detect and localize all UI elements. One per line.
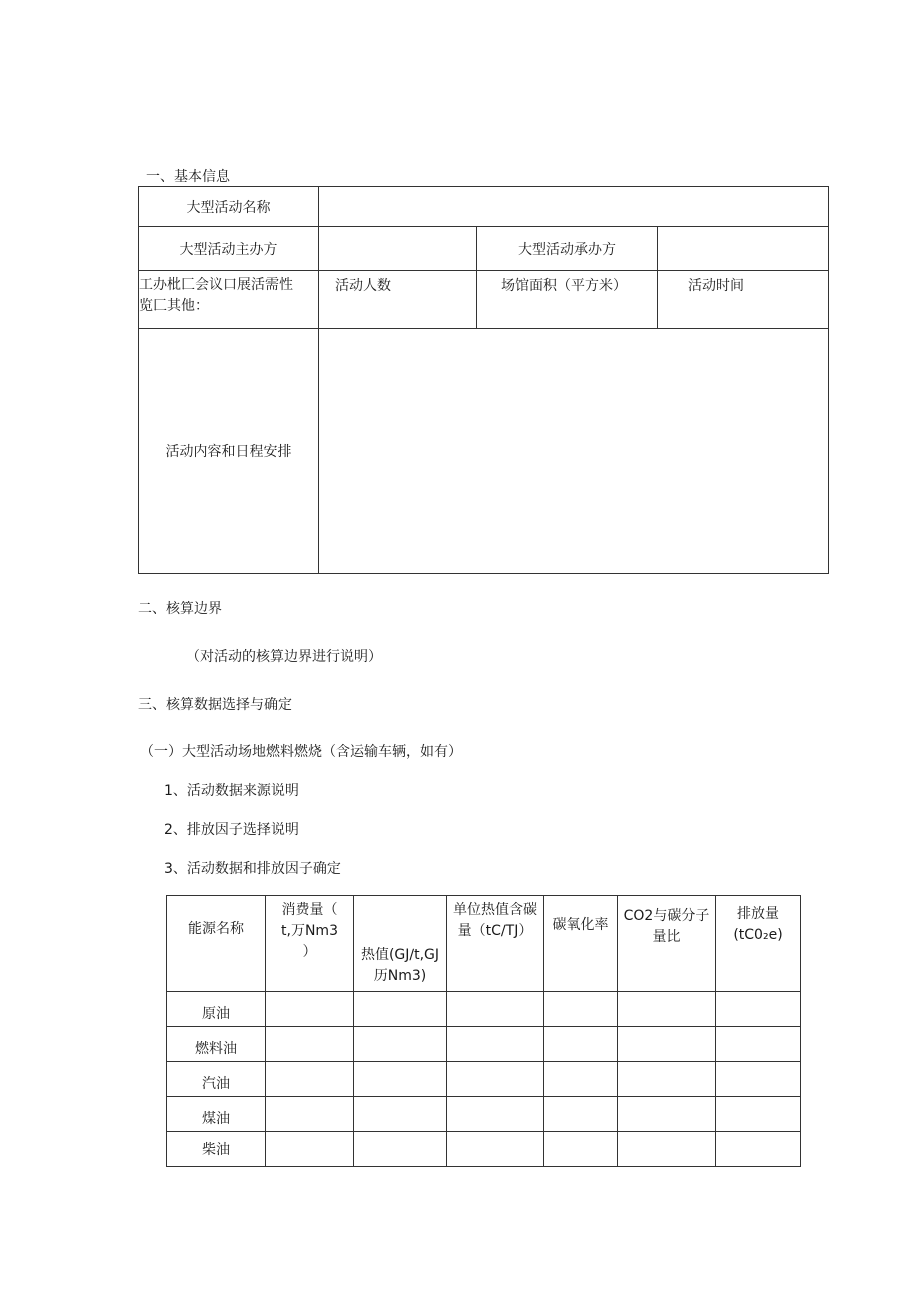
fuel-name: 原油 xyxy=(167,992,266,1027)
header-oxidation-rate: 碳氧化率 xyxy=(544,896,618,992)
table-cell[interactable] xyxy=(716,1062,801,1097)
table-cell[interactable] xyxy=(618,1132,716,1167)
table-cell[interactable] xyxy=(447,992,544,1027)
table-cell[interactable] xyxy=(716,1132,801,1167)
header-consumption-line3: ） xyxy=(302,944,317,960)
organizer-label: 大型活动主办方 xyxy=(139,227,319,271)
table-cell[interactable] xyxy=(618,992,716,1027)
fuel-name: 燃料油 xyxy=(167,1027,266,1062)
table-cell[interactable] xyxy=(354,1062,447,1097)
venue-area-label: 场馆面积（平方米） xyxy=(477,271,658,329)
table-cell[interactable] xyxy=(354,1097,447,1132)
event-type-cell xyxy=(139,271,319,329)
table-cell[interactable] xyxy=(544,1062,618,1097)
table-row xyxy=(167,992,801,1027)
header-carbon-line1: 单位热值含碳 xyxy=(453,902,537,918)
header-heat-line2: 历Nm3) xyxy=(373,968,427,984)
table-cell[interactable] xyxy=(354,992,447,1027)
header-ratio-line1: CO2与碳分子 xyxy=(623,908,710,924)
header-consumption-line2: t,万Nm3 xyxy=(281,923,338,939)
table-cell[interactable] xyxy=(266,1097,354,1132)
header-energy-name: 能源名称 xyxy=(167,896,266,992)
event-time-label: 活动时间 xyxy=(658,271,829,329)
table-cell[interactable] xyxy=(266,992,354,1027)
header-emission xyxy=(716,896,801,992)
header-carbon-line2: 量（tC∕TJ） xyxy=(457,923,533,939)
event-name-value[interactable] xyxy=(319,187,829,227)
table-cell[interactable] xyxy=(354,1027,447,1062)
event-type-label-line2: 览匚其他： xyxy=(139,298,209,314)
fuel-combustion-subheading: （一）大型活动场地燃料燃烧（含运输车辆，如有） xyxy=(140,744,462,760)
header-co2-ratio xyxy=(618,896,716,992)
table-cell[interactable] xyxy=(447,1132,544,1167)
header-heat-value xyxy=(354,896,447,992)
table-cell[interactable] xyxy=(618,1097,716,1132)
fuel-name: 柴油 xyxy=(167,1132,266,1167)
header-emission-line2: (tC0₂e) xyxy=(733,927,783,943)
section2-heading: 二、核算边界 xyxy=(138,601,222,617)
content-schedule-value[interactable] xyxy=(319,329,829,574)
fuel-data-table xyxy=(166,895,801,1167)
table-cell[interactable] xyxy=(544,1027,618,1062)
header-consumption xyxy=(266,896,354,992)
header-heat-line1: 热值(GJ∕t,GJ xyxy=(360,947,440,963)
organizer-value[interactable] xyxy=(319,227,477,271)
contractor-label: 大型活动承办方 xyxy=(477,227,658,271)
event-name-label: 大型活动名称 xyxy=(139,187,319,227)
contractor-value[interactable] xyxy=(658,227,829,271)
table-cell[interactable] xyxy=(716,1097,801,1132)
table-cell[interactable] xyxy=(266,1132,354,1167)
event-type-label-line1: 工办枇匚会议口展活需性 xyxy=(139,277,293,293)
table-row xyxy=(167,1062,801,1097)
table-cell[interactable] xyxy=(447,1062,544,1097)
section3-item-1: 1、活动数据来源说明 xyxy=(164,783,299,799)
table-cell[interactable] xyxy=(618,1062,716,1097)
fuel-name: 汽油 xyxy=(167,1062,266,1097)
table-cell[interactable] xyxy=(544,992,618,1027)
participants-label: 活动人数 xyxy=(319,271,477,329)
content-schedule-label: 活动内容和日程安排 xyxy=(139,329,319,574)
section1-heading: 一、基本信息 xyxy=(146,169,230,185)
table-row xyxy=(167,1027,801,1062)
table-cell[interactable] xyxy=(716,992,801,1027)
table-cell[interactable] xyxy=(447,1027,544,1062)
table-cell[interactable] xyxy=(447,1097,544,1132)
table-cell[interactable] xyxy=(266,1062,354,1097)
fuel-name: 煤油 xyxy=(167,1097,266,1132)
boundary-note: （对活动的核算边界进行说明） xyxy=(186,649,382,665)
table-cell[interactable] xyxy=(716,1027,801,1062)
header-consumption-line1: 消费量（ xyxy=(281,902,338,918)
header-ratio-line2: 量比 xyxy=(652,929,681,945)
header-emission-line1: 排放量 xyxy=(737,906,779,922)
table-row xyxy=(167,1132,801,1167)
table-cell[interactable] xyxy=(544,1132,618,1167)
table-cell[interactable] xyxy=(266,1027,354,1062)
table-cell[interactable] xyxy=(618,1027,716,1062)
basic-info-table xyxy=(138,186,829,574)
table-cell[interactable] xyxy=(544,1097,618,1132)
section3-heading: 三、核算数据选择与确定 xyxy=(138,697,292,713)
header-carbon-content xyxy=(447,896,544,992)
table-cell[interactable] xyxy=(354,1132,447,1167)
section3-item-2: 2、排放因子选择说明 xyxy=(164,822,299,838)
table-row xyxy=(167,1097,801,1132)
section3-item-3: 3、活动数据和排放因子确定 xyxy=(164,861,341,877)
